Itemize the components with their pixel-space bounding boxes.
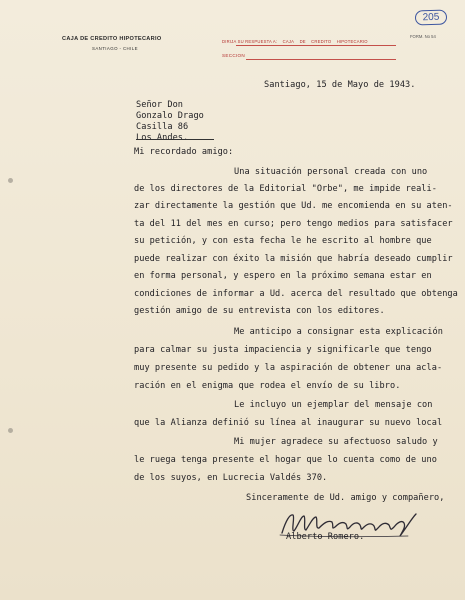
body-line: muy presente su pedido y la aspiración de obtener una acla- [134,363,443,373]
body-line: ración en el enigma que rodea el envío de su libro. [134,381,401,391]
page-number-stamp: 205 [415,9,448,25]
reply-to-rule [236,45,396,46]
body-line: Le incluyo un ejemplar del mensaje con [234,400,433,410]
address-underline [136,139,214,140]
form-number: FORM. No 54 [410,34,436,39]
address-line: Gonzalo Drago [136,111,204,121]
reply-to-word: CREDITO [311,39,332,44]
body-line: gestión amigo de su entrevista con los editores. [134,306,385,316]
address-line: Los Andes. [136,133,189,143]
body-line: Una situación personal creada con uno [234,167,428,177]
body-line: le ruega tenga presente el hogar que lo cuenta como de uno [134,455,437,465]
body-line: Mi mujer agradece su afectuoso saludo y [234,437,438,447]
section-label: SECCION [222,53,246,58]
salutation: Mi recordado amigo: [134,147,234,157]
body-line: zar directamente la gestión que Ud. me encomienda en su aten- [134,201,453,211]
reply-to-word: CAJA [282,39,295,44]
reply-to-line [222,39,372,44]
address-line: Casilla 86 [136,122,189,132]
body-line: su petición, y con esta fecha le he escrito al hombre que [134,236,432,246]
date-line: Santiago, 15 de Mayo de 1943. [264,80,416,90]
body-line: ta del 11 del mes en curso; pero tengo medios para satisfacer [134,219,453,229]
punch-hole [8,178,13,183]
body-line: Me anticipo a consignar esta explicación [234,327,443,337]
body-line: de los suyos, en Lucrecia Valdés 370. [134,473,328,483]
institution-city: SANTIAGO - CHILE [92,46,138,51]
address-line: Señor Don [136,100,184,110]
body-line: para calmar su justa impaciencia y significarle que tengo [134,345,432,355]
body-line: condiciones de informar a Ud. acerca del resultado que obtenga [134,289,458,299]
section-rule [246,59,396,60]
reply-to-word: HIPOTECARIO [336,39,368,44]
body-line: de los directores de la Editorial "Orbe", me impide reali- [134,184,437,194]
reply-to-label: DIRIJA SU RESPUESTA A: [222,39,278,44]
punch-hole [8,428,13,433]
body-line: en forma personal, y espero en la próximo semana estar en [134,271,432,281]
body-line: que la Alianza definió su línea al inaugurar su nuevo local [134,418,443,428]
body-line: puede realizar con éxito la misión que habría deseado cumplir [134,254,453,264]
closing-line: Sinceramente de Ud. amigo y compañero, [246,493,445,503]
institution-name: CAJA DE CREDITO HIPOTECARIO [62,36,162,42]
signer-name: Alberto Romero. [286,532,365,542]
reply-to-word: DE [299,39,306,44]
